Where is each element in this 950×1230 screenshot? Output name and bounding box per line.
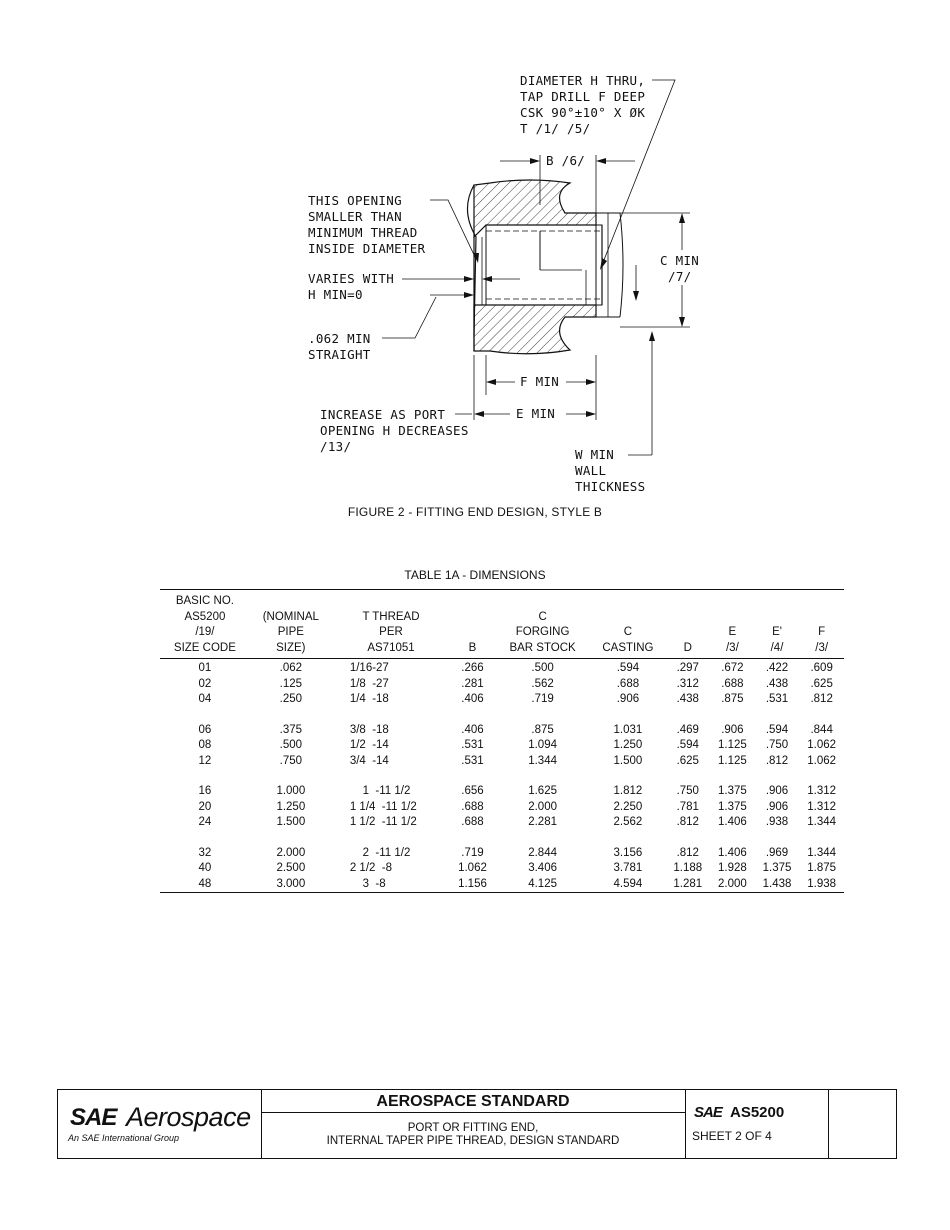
cell-d: .297 bbox=[676, 662, 699, 674]
cell-thread: 1 1/2 -11 1/2 bbox=[349, 816, 417, 828]
col-header-c-casting: C CASTING bbox=[602, 626, 654, 654]
cell-b: .531 bbox=[461, 754, 484, 767]
cell-size-code: 06 bbox=[198, 723, 212, 736]
cell-size-code: 01 bbox=[198, 662, 212, 674]
col-header-e: E /3/ bbox=[725, 626, 739, 654]
cell-d: .594 bbox=[676, 739, 699, 751]
e-min-label: E MIN bbox=[516, 406, 556, 421]
cell-f: 1.312 bbox=[807, 800, 837, 813]
cell-c-casting: 2.562 bbox=[613, 816, 643, 828]
cell-f: 1.312 bbox=[807, 785, 837, 797]
col-header-b: B bbox=[468, 641, 477, 654]
cell-e: 1.375 bbox=[718, 785, 747, 797]
cell-c-forging: 1.344 bbox=[528, 754, 557, 767]
table-row bbox=[160, 659, 844, 677]
cell-c-forging: 2.844 bbox=[528, 846, 557, 859]
cell-e-prime: .812 bbox=[765, 754, 789, 767]
document-number-cell bbox=[685, 1090, 829, 1158]
sae-logo-mark: SAE bbox=[70, 1104, 117, 1131]
table-row bbox=[160, 846, 844, 862]
cell-e-prime: .422 bbox=[765, 662, 789, 674]
straight-callout-line-2: STRAIGHT bbox=[308, 347, 371, 362]
cell-e: 2.000 bbox=[718, 877, 747, 890]
sheet-number: SHEET 2 OF 4 bbox=[692, 1129, 772, 1143]
title-cell bbox=[261, 1090, 686, 1158]
title-block bbox=[57, 1089, 897, 1159]
cell-e-prime: .531 bbox=[765, 693, 789, 705]
cell-e-prime: .906 bbox=[765, 785, 789, 797]
dimensions-table bbox=[160, 589, 844, 893]
fitting-end-drawing bbox=[290, 65, 710, 505]
cell-c-casting: .906 bbox=[616, 693, 640, 705]
cell-c-forging: .875 bbox=[531, 723, 554, 736]
cell-e: 1.406 bbox=[718, 846, 747, 859]
cell-c-forging: 1.094 bbox=[528, 739, 557, 751]
lower-section-hatch bbox=[474, 305, 596, 354]
cell-thread: 1/16-27 bbox=[349, 662, 389, 674]
cell-e: 1.928 bbox=[718, 862, 747, 874]
col-header-size-code: BASIC NO. AS5200 /19/ SIZE CODE bbox=[173, 595, 236, 654]
cell-d: .312 bbox=[676, 677, 699, 690]
w-min-label-line-1: W MIN bbox=[575, 447, 615, 462]
cell-f: 1.344 bbox=[807, 816, 837, 828]
cell-b: .406 bbox=[461, 693, 484, 705]
c-min-label-line-2: /7/ bbox=[668, 269, 692, 284]
sae-doc-mark: SAE bbox=[694, 1104, 722, 1121]
cell-f: .812 bbox=[810, 693, 833, 705]
cell-e-prime: 1.375 bbox=[762, 862, 792, 874]
cell-e-prime: .938 bbox=[765, 816, 789, 828]
cell-b: .688 bbox=[461, 800, 484, 813]
cell-thread: 1 1/4 -11 1/2 bbox=[349, 800, 417, 813]
revision-cell bbox=[828, 1090, 896, 1158]
table-row bbox=[160, 754, 844, 770]
cell-e-prime: .438 bbox=[765, 677, 789, 690]
cell-b: .688 bbox=[461, 816, 484, 828]
cell-f: 1.344 bbox=[807, 846, 837, 859]
cell-size-code: 24 bbox=[198, 816, 212, 828]
document-number: AS5200 bbox=[730, 1104, 785, 1121]
group-spacer bbox=[160, 831, 844, 846]
table-row bbox=[160, 784, 844, 800]
cell-c-casting: 1.250 bbox=[613, 739, 643, 751]
cell-pipe-size: .062 bbox=[279, 662, 303, 674]
cell-b: .531 bbox=[461, 739, 484, 751]
cell-thread: 1/8 -27 bbox=[349, 677, 389, 690]
table-row bbox=[160, 877, 844, 893]
cell-e: .875 bbox=[721, 693, 744, 705]
cell-c-casting: 4.594 bbox=[613, 877, 643, 890]
table-row bbox=[160, 861, 844, 877]
standard-heading: AEROSPACE STANDARD bbox=[261, 1090, 685, 1113]
cell-size-code: 48 bbox=[198, 877, 212, 890]
opening-callout-line-3: MINIMUM THREAD bbox=[308, 225, 418, 240]
cell-thread: 2 1/2 -8 bbox=[349, 862, 393, 874]
cell-d: .781 bbox=[676, 800, 699, 813]
cell-e: .672 bbox=[721, 662, 744, 674]
w-min-label-line-2: WALL bbox=[575, 463, 607, 478]
cell-b: 1.062 bbox=[458, 862, 487, 874]
cell-b: .406 bbox=[461, 723, 484, 736]
cell-e: 1.375 bbox=[718, 800, 747, 813]
cell-f: 1.938 bbox=[807, 877, 837, 890]
col-header-c-forging: C FORGING BAR STOCK bbox=[509, 610, 576, 654]
cell-pipe-size: 3.000 bbox=[276, 877, 306, 890]
cell-size-code: 20 bbox=[198, 800, 212, 813]
increase-callout-line-1: INCREASE AS PORT bbox=[320, 407, 446, 422]
cell-c-casting: 1.031 bbox=[613, 723, 643, 736]
cell-c-forging: 3.406 bbox=[528, 862, 557, 874]
table-row bbox=[160, 677, 844, 693]
table-row bbox=[160, 815, 844, 831]
cell-f: .844 bbox=[810, 723, 833, 736]
cell-f: .625 bbox=[810, 677, 833, 690]
subtitle-line-2: INTERNAL TAPER PIPE THREAD, DESIGN STANDARD bbox=[326, 1135, 620, 1147]
cell-f: .609 bbox=[810, 662, 833, 674]
cell-pipe-size: .250 bbox=[279, 693, 303, 705]
cell-b: .266 bbox=[461, 662, 484, 674]
sae-logo-wordmark: Aerospace bbox=[126, 1102, 251, 1132]
cell-thread: 3 -8 bbox=[349, 877, 386, 890]
cell-pipe-size: .500 bbox=[279, 739, 303, 751]
cell-b: 1.156 bbox=[458, 877, 487, 890]
cell-b: .656 bbox=[461, 785, 484, 797]
cell-c-casting: .594 bbox=[616, 662, 640, 674]
cell-e: .906 bbox=[721, 723, 744, 736]
cell-c-forging: 1.625 bbox=[528, 785, 557, 797]
cell-e-prime: .969 bbox=[765, 846, 789, 859]
cell-c-casting: 3.781 bbox=[613, 862, 643, 874]
cell-f: 1.062 bbox=[807, 739, 837, 751]
diameter-h-callout-line-1: DIAMETER H THRU, bbox=[520, 73, 646, 88]
table-row bbox=[160, 800, 844, 816]
table-row bbox=[160, 692, 844, 708]
cell-d: .438 bbox=[676, 693, 699, 705]
cell-e-prime: 1.438 bbox=[762, 877, 792, 890]
cell-c-forging: 4.125 bbox=[528, 877, 557, 890]
upper-section-hatch bbox=[474, 180, 596, 237]
cell-pipe-size: 1.000 bbox=[276, 785, 306, 797]
subtitle-line-1: PORT OR FITTING END, bbox=[407, 1122, 539, 1134]
cell-thread: 1 -11 1/2 bbox=[349, 785, 411, 797]
cell-d: .625 bbox=[676, 754, 699, 767]
increase-callout-line-3: /13/ bbox=[320, 439, 352, 454]
cell-size-code: 12 bbox=[198, 754, 212, 767]
cell-pipe-size: .125 bbox=[279, 677, 303, 690]
diameter-h-callout-line-3: CSK 90°±10° X ØK bbox=[520, 105, 646, 120]
cell-e-prime: .906 bbox=[765, 800, 789, 813]
c-min-label-line-1: C MIN bbox=[660, 253, 700, 268]
cell-c-forging: .500 bbox=[531, 662, 554, 674]
table-body bbox=[160, 659, 844, 893]
cell-b: .281 bbox=[461, 677, 484, 690]
cell-c-casting: 3.156 bbox=[613, 846, 643, 859]
cell-size-code: 16 bbox=[198, 785, 212, 797]
cell-pipe-size: 1.250 bbox=[276, 800, 306, 813]
cell-thread: 3/8 -18 bbox=[349, 723, 389, 736]
table-header-row bbox=[160, 590, 844, 659]
opening-callout-line-4: INSIDE DIAMETER bbox=[308, 241, 426, 256]
cell-pipe-size: 2.500 bbox=[276, 862, 306, 874]
col-header-f: F /3/ bbox=[815, 626, 829, 654]
cell-c-casting: 2.250 bbox=[613, 800, 643, 813]
cell-e: .688 bbox=[721, 677, 744, 690]
standard-subtitle bbox=[261, 1122, 685, 1148]
group-spacer bbox=[160, 769, 844, 784]
cell-d: .812 bbox=[676, 846, 699, 859]
cell-e: 1.125 bbox=[718, 739, 747, 751]
col-header-e-prime: E' /4/ bbox=[770, 626, 784, 654]
cell-c-casting: 1.500 bbox=[613, 754, 643, 767]
cell-d: .750 bbox=[676, 785, 699, 797]
cell-pipe-size: .375 bbox=[279, 723, 303, 736]
cell-size-code: 40 bbox=[198, 862, 212, 874]
opening-callout-line-2: SMALLER THAN bbox=[308, 209, 402, 224]
cell-thread: 3/4 -14 bbox=[349, 754, 389, 767]
cell-b: .719 bbox=[461, 846, 484, 859]
diameter-h-callout-line-2: TAP DRILL F DEEP bbox=[520, 89, 646, 104]
cell-size-code: 04 bbox=[198, 693, 212, 705]
cell-c-casting: .688 bbox=[616, 677, 640, 690]
w-min-label-line-3: THICKNESS bbox=[575, 479, 646, 494]
cell-pipe-size: .750 bbox=[279, 754, 303, 767]
table-row bbox=[160, 723, 844, 739]
table-title: TABLE 1A - DIMENSIONS bbox=[404, 568, 546, 582]
cell-pipe-size: 1.500 bbox=[276, 816, 306, 828]
straight-callout-line-1: .062 MIN bbox=[308, 331, 371, 346]
cell-d: .812 bbox=[676, 816, 699, 828]
cell-size-code: 32 bbox=[198, 846, 212, 859]
cell-c-forging: 2.281 bbox=[528, 816, 557, 828]
f-min-label: F MIN bbox=[520, 374, 560, 389]
cell-e: 1.406 bbox=[718, 816, 747, 828]
cell-c-forging: 2.000 bbox=[528, 800, 557, 813]
b-dimension-label: B /6/ bbox=[546, 153, 586, 168]
logo-cell bbox=[58, 1090, 262, 1158]
cell-thread: 1/2 -14 bbox=[349, 739, 389, 751]
cell-e: 1.125 bbox=[718, 754, 747, 767]
table-row bbox=[160, 738, 844, 754]
cell-thread: 2 -11 1/2 bbox=[349, 846, 411, 859]
col-header-d: D bbox=[683, 641, 692, 654]
col-header-pipe-size: (NOMINAL PIPE SIZE) bbox=[262, 610, 319, 654]
cell-c-forging: .719 bbox=[531, 693, 554, 705]
cell-f: 1.062 bbox=[807, 754, 837, 767]
cell-d: 1.188 bbox=[673, 862, 703, 874]
cell-thread: 1/4 -18 bbox=[349, 693, 389, 705]
cell-size-code: 02 bbox=[198, 677, 212, 690]
cell-d: .469 bbox=[676, 723, 699, 736]
col-header-thread: T THREAD PER AS71051 bbox=[362, 610, 420, 654]
diameter-h-callout-line-4: T /1/ /5/ bbox=[520, 121, 591, 136]
cell-pipe-size: 2.000 bbox=[276, 846, 306, 859]
opening-callout-line-1: THIS OPENING bbox=[308, 193, 402, 208]
figure-caption: FIGURE 2 - FITTING END DESIGN, STYLE B bbox=[347, 505, 603, 519]
varies-callout-line-1: VARIES WITH bbox=[308, 271, 395, 286]
cell-e-prime: .594 bbox=[765, 723, 789, 736]
group-spacer bbox=[160, 708, 844, 723]
logo-tagline: An SAE International Group bbox=[68, 1133, 180, 1143]
cell-c-forging: .562 bbox=[531, 677, 554, 690]
cell-d: 1.281 bbox=[673, 877, 703, 890]
cell-e-prime: .750 bbox=[765, 739, 789, 751]
cell-f: 1.875 bbox=[807, 862, 837, 874]
cell-c-casting: 1.812 bbox=[613, 785, 643, 797]
increase-callout-line-2: OPENING H DECREASES bbox=[320, 423, 469, 438]
varies-callout-line-2: H MIN=0 bbox=[308, 287, 363, 302]
cell-size-code: 08 bbox=[198, 739, 212, 751]
